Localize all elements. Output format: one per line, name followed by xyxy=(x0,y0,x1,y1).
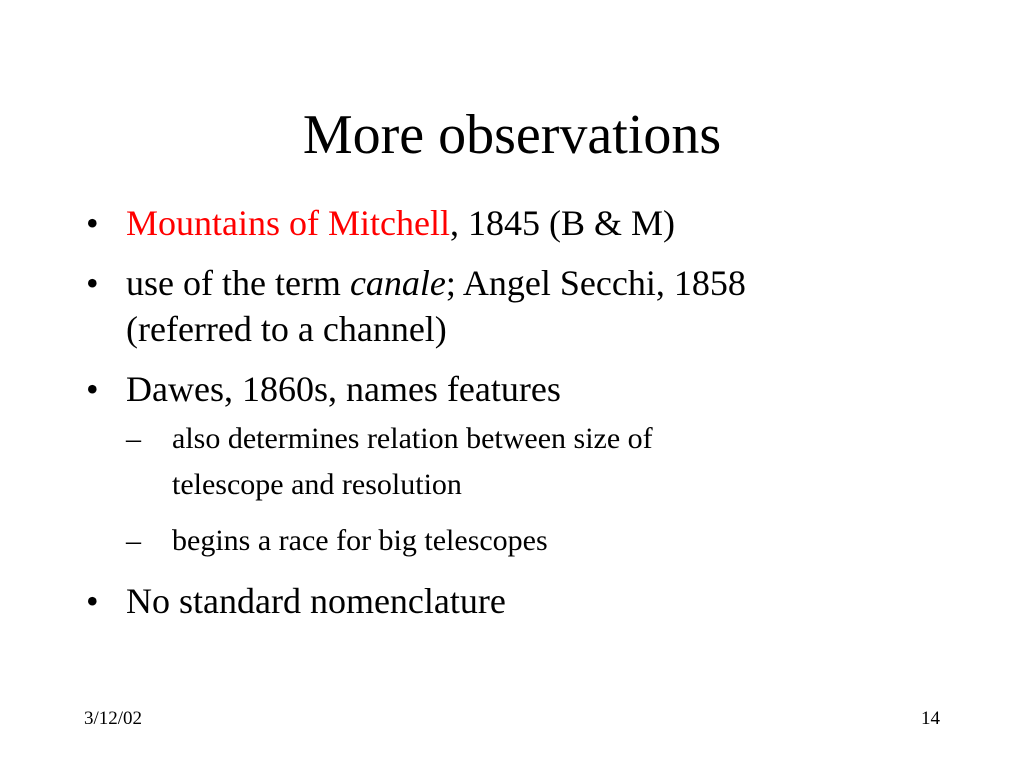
bullet-text: use of the term xyxy=(126,263,350,303)
bullet-text: No standard nomenclature xyxy=(126,581,506,621)
bullet-item-mitchell xyxy=(86,200,946,246)
sub-bullet-list xyxy=(126,416,946,564)
sub-bullet-item-resolution xyxy=(126,416,946,508)
footer-date: 3/12/02 xyxy=(84,708,143,729)
slide-title: More observations xyxy=(302,104,722,166)
bullet-item-dawes xyxy=(86,366,946,564)
bullet-glyph: • xyxy=(86,263,99,303)
sub-bullet-text: also determines relation between size of xyxy=(172,422,653,455)
sub-bullet-text: begins a race for big telescopes xyxy=(172,524,548,557)
bullet-text: , 1845 (B & M) xyxy=(449,203,675,243)
bullet-text: ; Angel Secchi, 1858 xyxy=(445,263,746,303)
bullet-list xyxy=(86,200,946,638)
bullet-text: Dawes, 1860s, names features xyxy=(126,369,561,409)
sub-bullet-text-continued: telescope and resolution xyxy=(172,468,462,501)
footer-page-number: 14 xyxy=(921,708,940,729)
bullet-text-continued: (referred to a channel) xyxy=(126,309,447,349)
sub-bullet-item-race xyxy=(126,518,946,564)
italic-term: canale xyxy=(349,263,446,303)
bullet-glyph: • xyxy=(86,203,99,243)
bullet-glyph: • xyxy=(86,369,99,409)
bullet-glyph: • xyxy=(86,581,99,621)
bullet-item-nomenclature xyxy=(86,578,946,624)
sub-bullet-glyph: – xyxy=(126,422,141,455)
highlighted-term: Mountains of Mitchell xyxy=(126,203,450,243)
bullet-item-canale xyxy=(86,260,946,352)
sub-bullet-glyph: – xyxy=(126,524,141,557)
